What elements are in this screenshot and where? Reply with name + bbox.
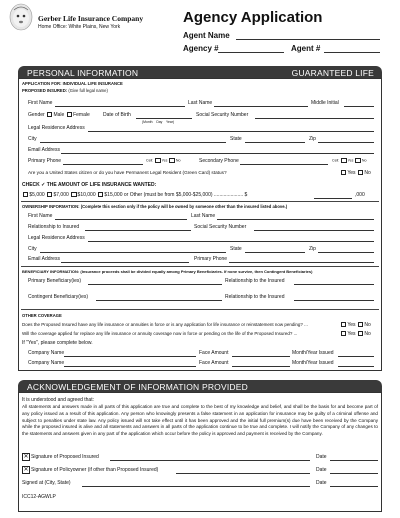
coverage-q1-yes-label: Yes: [347, 322, 356, 329]
sig-owner-field[interactable]: [176, 473, 310, 474]
sig-owner-x: ✕: [23, 466, 29, 473]
zip-field[interactable]: [318, 142, 374, 143]
owner-phone-label: Primary Phone: [194, 256, 228, 262]
signed-at-date-field[interactable]: [330, 486, 378, 487]
company-name-1-label: Company Name: [28, 350, 65, 356]
face-amount-1-label: Face Amount: [199, 350, 229, 356]
owner-city-field[interactable]: [40, 252, 226, 253]
primary-phone-label: Primary Phone: [28, 158, 62, 164]
amount-suffix: ,000: [355, 192, 365, 198]
coverage-q2-answer: [340, 331, 371, 337]
page-title: Agency Application: [183, 9, 323, 26]
dob-hint: (Month Day Year): [142, 120, 175, 124]
primary-relationship-label: Relationship to the Insured: [225, 278, 285, 284]
secondary-cell-no-checkbox[interactable]: [355, 158, 360, 163]
amount-7000-checkbox[interactable]: [47, 192, 52, 197]
ownership-hint: (Complete this section only if the policy will be owned by someone other than the insured listed above.): [80, 204, 288, 209]
female-checkbox[interactable]: [67, 112, 72, 117]
month-year-1-field[interactable]: [338, 356, 374, 357]
citizen-yes-checkbox[interactable]: [341, 170, 346, 175]
contingent-relationship-label: Relationship to the Insured: [225, 294, 285, 300]
primary-relationship-field[interactable]: [294, 284, 374, 285]
owner-relationship-field[interactable]: [85, 230, 191, 231]
owner-ssn-label: Social Security Number: [194, 224, 247, 230]
secondary-phone-field[interactable]: [240, 164, 328, 165]
secondary-cell-no-label: No: [361, 158, 367, 163]
owner-state-field[interactable]: [245, 252, 305, 253]
primary-phone-field[interactable]: [63, 164, 143, 165]
owner-phone-field[interactable]: [229, 262, 374, 263]
amount-7000-label: $7,000: [53, 192, 69, 199]
last-name-field[interactable]: [214, 106, 308, 107]
face-amount-1-field[interactable]: [232, 356, 290, 357]
primary-cell-no-checkbox[interactable]: [169, 158, 174, 163]
agent-name-label: Agent Name: [183, 31, 230, 40]
form-code: ICC12-AGWLP: [22, 494, 56, 500]
application-for: APPLICATION FOR: INDIVIDUAL LIFE INSURANCE: [22, 81, 123, 86]
coverage-q1-no-checkbox[interactable]: [358, 322, 363, 327]
amount-options: [22, 192, 247, 198]
other-coverage-title: OTHER COVERAGE: [22, 313, 62, 318]
divider: [21, 201, 379, 202]
zip-label: Zip: [309, 136, 316, 142]
email-field[interactable]: [61, 153, 374, 154]
signed-at-label: Signed at (City, State): [22, 480, 71, 486]
last-name-label: Last Name: [188, 100, 213, 106]
male-checkbox[interactable]: [47, 112, 52, 117]
agent-name-field[interactable]: [236, 39, 380, 40]
coverage-q1-no-label: No: [364, 322, 371, 329]
signed-at-date-label: Date: [316, 480, 327, 486]
ssn-label: Social Security Number: [196, 112, 249, 118]
sig-insured-date-label: Date: [316, 454, 327, 460]
guaranteed-life-tag: GUARANTEED LIFE: [291, 68, 374, 78]
month-year-2-field[interactable]: [338, 366, 374, 367]
primary-cell-label: Cell:: [146, 158, 154, 163]
primary-cell-no-label: No: [175, 158, 181, 163]
coverage-question-2: Will the coverage applied for replace any life insurance or annuity coverage now in force or pending on the life of the Proposed Insured? ...: [22, 331, 298, 336]
coverage-q1-yes-checkbox[interactable]: [341, 322, 346, 327]
citizen-yes-label: Yes: [347, 170, 356, 177]
gender-row: [28, 112, 90, 118]
beneficiary-title: BENEFICIARY INFORMATION:: [22, 269, 80, 274]
sig-owner-date-field[interactable]: [330, 473, 378, 474]
citizen-no-checkbox[interactable]: [358, 170, 363, 175]
amount-15000-checkbox[interactable]: [98, 192, 103, 197]
sig-insured-field[interactable]: [110, 460, 310, 461]
other-amount-label: or Other (must be from $5,000-$25,000) ..................... $: [123, 192, 248, 199]
check-amount-title: CHECK ✓ THE AMOUNT OF LIFE INSURANCE WANTED:: [22, 182, 157, 188]
owner-first-name-label: First Name: [28, 213, 53, 219]
ack-section-header: [18, 380, 382, 392]
state-field[interactable]: [245, 142, 305, 143]
coverage-q1-answer: [340, 322, 371, 328]
amount-5000-checkbox[interactable]: [23, 192, 28, 197]
agency-number-field[interactable]: [218, 52, 284, 53]
coverage-q2-yes-label: Yes: [347, 331, 356, 338]
state-label: State: [230, 136, 242, 142]
company-name-1-field[interactable]: [64, 356, 196, 357]
first-name-label: First Name: [28, 100, 53, 106]
ownership-title: OWNERSHIP INFORMATION:: [22, 204, 80, 209]
ack-understood: It is understood and agreed that:: [22, 397, 94, 403]
amount-10000-label: $10,000: [77, 192, 96, 199]
legal-address-label: Legal Residence Address: [28, 125, 85, 131]
sig-owner-date-label: Date: [316, 467, 327, 473]
coverage-question-1: Does the Proposed Insured have any life insurance or annuities in force or is any application for life insurance or reinstatement now pending? ...: [22, 322, 308, 327]
ack-body: All statements and answers made in all parts of this application are true and complete to the best of my knowledge and belief, and shall be the basis for and become part of any policy issued as a result of this application. Any person who knowingly presents a false statement in an application for insurance may be guilty of a criminal offense and subject to penalties under state law. Any policy issued will not take effect until it has been approved and the initial full premium(s) due have been received by the Company while the proposed insured is alive and all statements and answers in all parts of the application continue to be true and complete. I will notify the Company of any changes to the statements and answers given in any part of the application which occur before the policy is approved and payment is received by the Company.: [22, 404, 378, 437]
secondary-cell-row: [332, 158, 366, 164]
first-name-field[interactable]: [55, 106, 185, 107]
company-name-2-field[interactable]: [64, 366, 196, 367]
contingent-beneficiary-field[interactable]: [96, 300, 222, 301]
secondary-cell-label: Cell:: [332, 158, 340, 163]
female-label: Female: [73, 112, 90, 119]
signed-at-field[interactable]: [82, 486, 310, 487]
other-amount-field[interactable]: [314, 198, 352, 199]
middle-initial-label: Middle Initial: [311, 100, 339, 106]
owner-zip-field[interactable]: [318, 252, 374, 253]
beneficiary-title-row: [22, 269, 312, 274]
owner-ssn-field[interactable]: [254, 230, 374, 231]
primary-cell-yes-checkbox[interactable]: [155, 158, 160, 163]
citizen-question: Are you a United States citizen or do you have Permanent Legal Resident (Green Card) status?: [28, 170, 227, 175]
dob-field[interactable]: [136, 118, 192, 119]
agent-number-label: Agent #: [291, 44, 321, 53]
citizen-no-label: No: [364, 170, 371, 177]
agent-number-field[interactable]: [324, 52, 380, 53]
amount-5000-label: $5,000: [29, 192, 45, 199]
primary-cell-row: [146, 158, 180, 164]
owner-city-label: City: [28, 246, 37, 252]
personal-section-header: [18, 66, 382, 78]
divider: [21, 266, 379, 267]
secondary-cell-yes-label: Yes: [347, 158, 354, 163]
proposed-insured-row: [22, 88, 108, 93]
contingent-beneficiary-label: Contingent Beneficiary(ies): [28, 294, 89, 300]
gender-label: Gender: [28, 112, 45, 119]
owner-last-name-field[interactable]: [217, 219, 374, 220]
proposed-insured-label: PROPOSED INSURED:: [22, 88, 68, 93]
company-name-2-label: Company Name: [28, 360, 65, 366]
owner-state-label: State: [230, 246, 242, 252]
city-field[interactable]: [40, 142, 226, 143]
sig-insured-x: ✕: [23, 453, 29, 460]
month-year-2-label: Month/Year Issued: [292, 360, 334, 366]
sig-insured-date-field[interactable]: [330, 460, 378, 461]
ack-section-title: ACKNOWLEDGEMENT OF INFORMATION PROVIDED: [27, 382, 248, 392]
owner-email-label: Email Address: [28, 256, 60, 262]
city-label: City: [28, 136, 37, 142]
agency-number-label: Agency #: [183, 44, 219, 53]
ssn-field[interactable]: [255, 118, 374, 119]
owner-address-field[interactable]: [88, 241, 374, 242]
face-amount-2-field[interactable]: [232, 366, 290, 367]
email-label: Email Address: [28, 147, 60, 153]
baby-logo: [8, 2, 34, 32]
proposed-insured-hint: (Give full legal name): [68, 88, 108, 93]
sig-insured-label: Signature of Proposed Insured: [31, 454, 99, 460]
amount-10000-checkbox[interactable]: [71, 192, 76, 197]
ownership-title-row: [22, 204, 287, 209]
male-label: Male: [53, 112, 65, 119]
face-amount-2-label: Face Amount: [199, 360, 229, 366]
citizen-answer: [340, 170, 371, 176]
owner-address-label: Legal Residence Address: [28, 235, 85, 241]
personal-section-title: PERSONAL INFORMATION: [27, 68, 139, 78]
primary-cell-yes-label: Yes: [161, 158, 168, 163]
beneficiary-hint: (Insurance proceeds shall be divided equally among Primary Beneficiaries. If none survive, then Contingent Beneficiaries): [80, 269, 313, 274]
month-year-1-label: Month/Year Issued: [292, 350, 334, 356]
coverage-q2-yes-checkbox[interactable]: [341, 331, 346, 336]
primary-beneficiary-field[interactable]: [88, 284, 222, 285]
amount-15000-label: $15,000: [104, 192, 123, 199]
coverage-q2-no-checkbox[interactable]: [358, 331, 363, 336]
secondary-phone-label: Secondary Phone: [199, 158, 239, 164]
secondary-cell-yes-checkbox[interactable]: [341, 158, 346, 163]
middle-initial-field[interactable]: [344, 106, 374, 107]
contingent-relationship-field[interactable]: [294, 300, 374, 301]
sig-owner-label: Signature of Policyowner (if other than Proposed Insured): [31, 467, 159, 473]
dob-label: Date of Birth: [103, 112, 131, 118]
if-yes-note: If "Yes", please complete below.: [22, 340, 93, 346]
divider: [21, 309, 379, 310]
primary-beneficiary-label: Primary Beneficiary(ies): [28, 278, 82, 284]
owner-first-name-field[interactable]: [55, 219, 187, 220]
owner-last-name-label: Last Name: [191, 213, 216, 219]
home-office: Home Office: White Plains, New York: [38, 24, 121, 30]
legal-address-field[interactable]: [88, 131, 374, 132]
owner-email-field[interactable]: [61, 262, 189, 263]
coverage-q2-no-label: No: [364, 331, 371, 338]
owner-zip-label: Zip: [309, 246, 316, 252]
owner-relationship-label: Relationship to Insured: [28, 224, 80, 230]
company-name: Gerber Life Insurance Company: [38, 14, 144, 23]
